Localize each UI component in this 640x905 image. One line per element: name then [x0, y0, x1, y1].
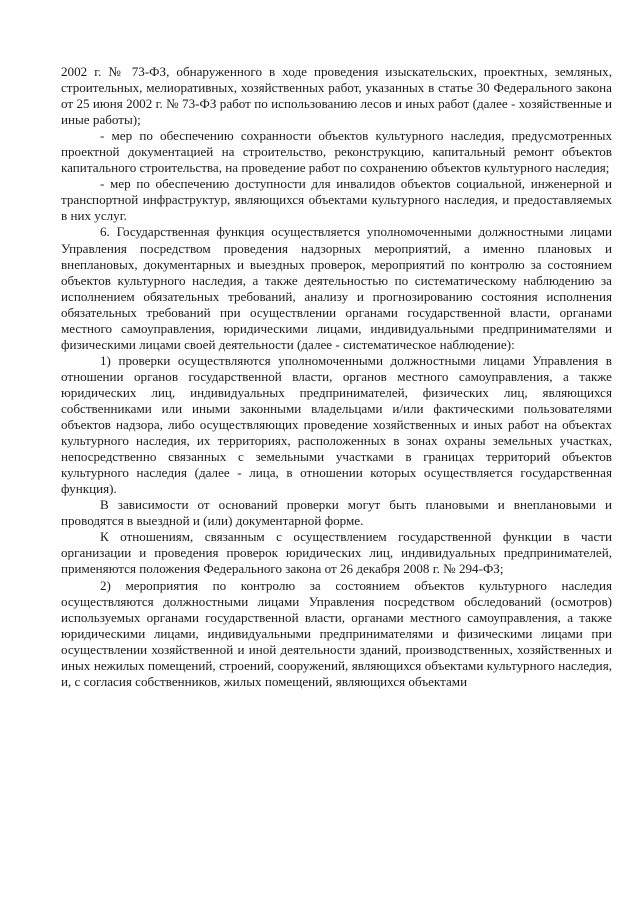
- paragraph-accessibility-measures: - мер по обеспечению доступности для инвалидов объектов социальной, инженерной и транспортной инфраструктур, являющихся объектами культурного наследия, и предоставляемых в них услуг.: [61, 176, 612, 224]
- paragraph-subitem-1: 1) проверки осуществляются уполномоченными должностными лицами Управления в отношении органов государственной власти, органов местного самоуправления, а также юридических лиц, индивидуальных предпринимателей, физических лиц, являющихся собственниками или иными законными владельцами и/или фактическими пользователями объектов надзора, либо осуществляющих проведение хозяйственных и иных работ на объектах культурного наследия, их территориях, расположенных в зонах охраны земельных участках, непосредственно связанных с земельными участками в границах территорий объектов культурного наследия (далее - лица, в отношении которых осуществляется государственная функция).: [61, 352, 612, 497]
- paragraph-safety-measures: - мер по обеспечению сохранности объектов культурного наследия, предусмотренных проектной документацией на строительство, реконструкцию, капитальный ремонт объектов капитального строительства, на проведение работ по сохранению объектов культурного наследия;: [61, 128, 612, 176]
- paragraph-continuation: 2002 г. № 73-ФЗ, обнаруженного в ходе проведения изыскательских, проектных, земляных, строительных, мелиоративных, хозяйственных работ, указанных в статье 30 Федерального закона от 25 июня 2002 г. № 73-ФЗ работ по использованию лесов и иных работ (далее - хозяйственные и иные работы);: [61, 64, 612, 128]
- document-page: [61, 64, 612, 690]
- paragraph-subitem-2: 2) мероприятия по контролю за состоянием объектов культурного наследия осуществляются должностными лицами Управления посредством обследований (осмотров) используемых органами государственной власти, органами местного самоуправления, а также юридическими лицами, индивидуальными предпринимателями и физическими лицами при осуществлении хозяйственной и иной деятельности зданий, производственных, хозяйственных и иных нежилых помещений, строений, сооружений, являющихся объектами культурного наследия, и, с согласия собственников, жилых помещений, являющихся объектами: [61, 577, 612, 689]
- paragraph-federal-law: К отношениям, связанным с осуществлением государственной функции в части организации и проведения проверок юридических лиц, индивидуальных предпринимателей, применяются положения Федерального закона от 26 декабря 2008 г. № 294-ФЗ;: [61, 529, 612, 577]
- paragraph-inspection-types: В зависимости от оснований проверки могут быть плановыми и внеплановыми и проводятся в выездной и (или) документарной форме.: [61, 497, 612, 529]
- paragraph-item-6: 6. Государственная функция осуществляется уполномоченными должностными лицами Управления посредством проведения надзорных мероприятий, а именно плановых и внеплановых, документарных и выездных проверок, мероприятий по контролю за состоянием объектов культурного наследия, а также деятельностью по систематическому наблюдению за исполнением обязательных требований, анализу и прогнозированию состояния исполнения обязательных требований при осуществлении органами государственной власти, органами местного самоуправления, юридическими лицами, индивидуальными предпринимателями и физическими лицами своей деятельности (далее - систематическое наблюдение):: [61, 224, 612, 352]
